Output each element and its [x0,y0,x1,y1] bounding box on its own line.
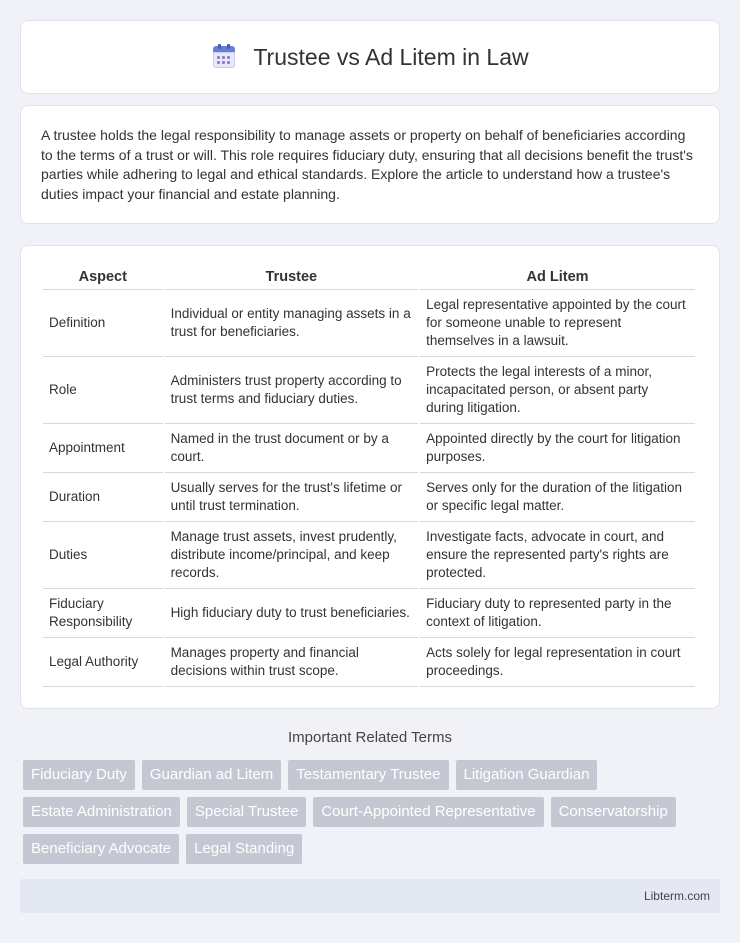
aspect-cell: Legal Authority [43,638,163,687]
ad-litem-cell: Legal representative appointed by the court for someone unable to represent themselves in a lawsuit. [420,290,695,357]
trustee-cell: Manages property and financial decisions within trust scope. [165,638,419,687]
related-term-tag[interactable]: Special Trustee [187,797,306,827]
table-row [43,357,695,424]
trustee-cell: High fiduciary duty to trust beneficiaries. [165,589,419,638]
table-row [43,638,695,687]
trustee-cell: Usually serves for the trust's lifetime or until trust termination. [165,473,419,522]
trustee-cell: Named in the trust document or by a court. [165,424,419,473]
aspect-cell: Fiduciary Responsibility [43,589,163,638]
table-header-row [43,265,695,290]
intro-card [20,105,720,224]
related-terms-list [23,760,723,864]
ad-litem-cell: Serves only for the duration of the litigation or specific legal matter. [420,473,695,522]
page-title: Trustee vs Ad Litem in Law [253,43,529,70]
related-term-tag[interactable]: Litigation Guardian [456,760,598,790]
header-card [20,20,720,94]
column-header-trustee: Trustee [165,265,419,290]
table-row [43,522,695,589]
comparison-card [20,245,720,709]
calendar-icon [211,44,237,70]
ad-litem-cell: Appointed directly by the court for litigation purposes. [420,424,695,473]
ad-litem-cell: Fiduciary duty to represented party in the context of litigation. [420,589,695,638]
table-row [43,424,695,473]
ad-litem-cell: Acts solely for legal representation in court proceedings. [420,638,695,687]
aspect-cell: Definition [43,290,163,357]
table-row [43,473,695,522]
related-term-tag[interactable]: Court-Appointed Representative [313,797,543,827]
trustee-cell: Manage trust assets, invest prudently, distribute income/principal, and keep records. [165,522,419,589]
trustee-cell: Administers trust property according to trust terms and fiduciary duties. [165,357,419,424]
footer-site-link[interactable]: Libterm.com [643,889,710,903]
related-term-tag[interactable]: Conservatorship [551,797,676,827]
aspect-cell: Duration [43,473,163,522]
related-term-tag[interactable]: Guardian ad Litem [142,760,281,790]
ad-litem-cell: Protects the legal interests of a minor, incapacitated person, or absent party during litigation. [420,357,695,424]
related-term-tag[interactable]: Testamentary Trustee [288,760,448,790]
ad-litem-cell: Investigate facts, advocate in court, and ensure the represented party's rights are protected. [420,522,695,589]
aspect-cell: Appointment [43,424,163,473]
column-header-aspect: Aspect [43,265,163,290]
comparison-table [41,265,697,687]
aspect-cell: Duties [43,522,163,589]
trustee-cell: Individual or entity managing assets in a trust for beneficiaries. [165,290,419,357]
related-term-tag[interactable]: Fiduciary Duty [23,760,135,790]
column-header-ad-litem: Ad Litem [420,265,695,290]
related-term-tag[interactable]: Legal Standing [186,834,302,864]
footer [20,879,720,913]
aspect-cell: Role [43,357,163,424]
table-row [43,290,695,357]
related-term-tag[interactable]: Estate Administration [23,797,180,827]
intro-text: A trustee holds the legal responsibility to manage assets or property on behalf of beneficiaries according to the terms of a trust or will. This role requires fiduciary duty, ensuring that all decisions benefit the trust's parties while adhering to legal and ethical standards. Explore the article to understand how a trustee's duties impact your financial and estate planning. [41,127,693,202]
related-term-tag[interactable]: Beneficiary Advocate [23,834,179,864]
related-terms-title: Important Related Terms [288,729,452,746]
table-row [43,589,695,638]
